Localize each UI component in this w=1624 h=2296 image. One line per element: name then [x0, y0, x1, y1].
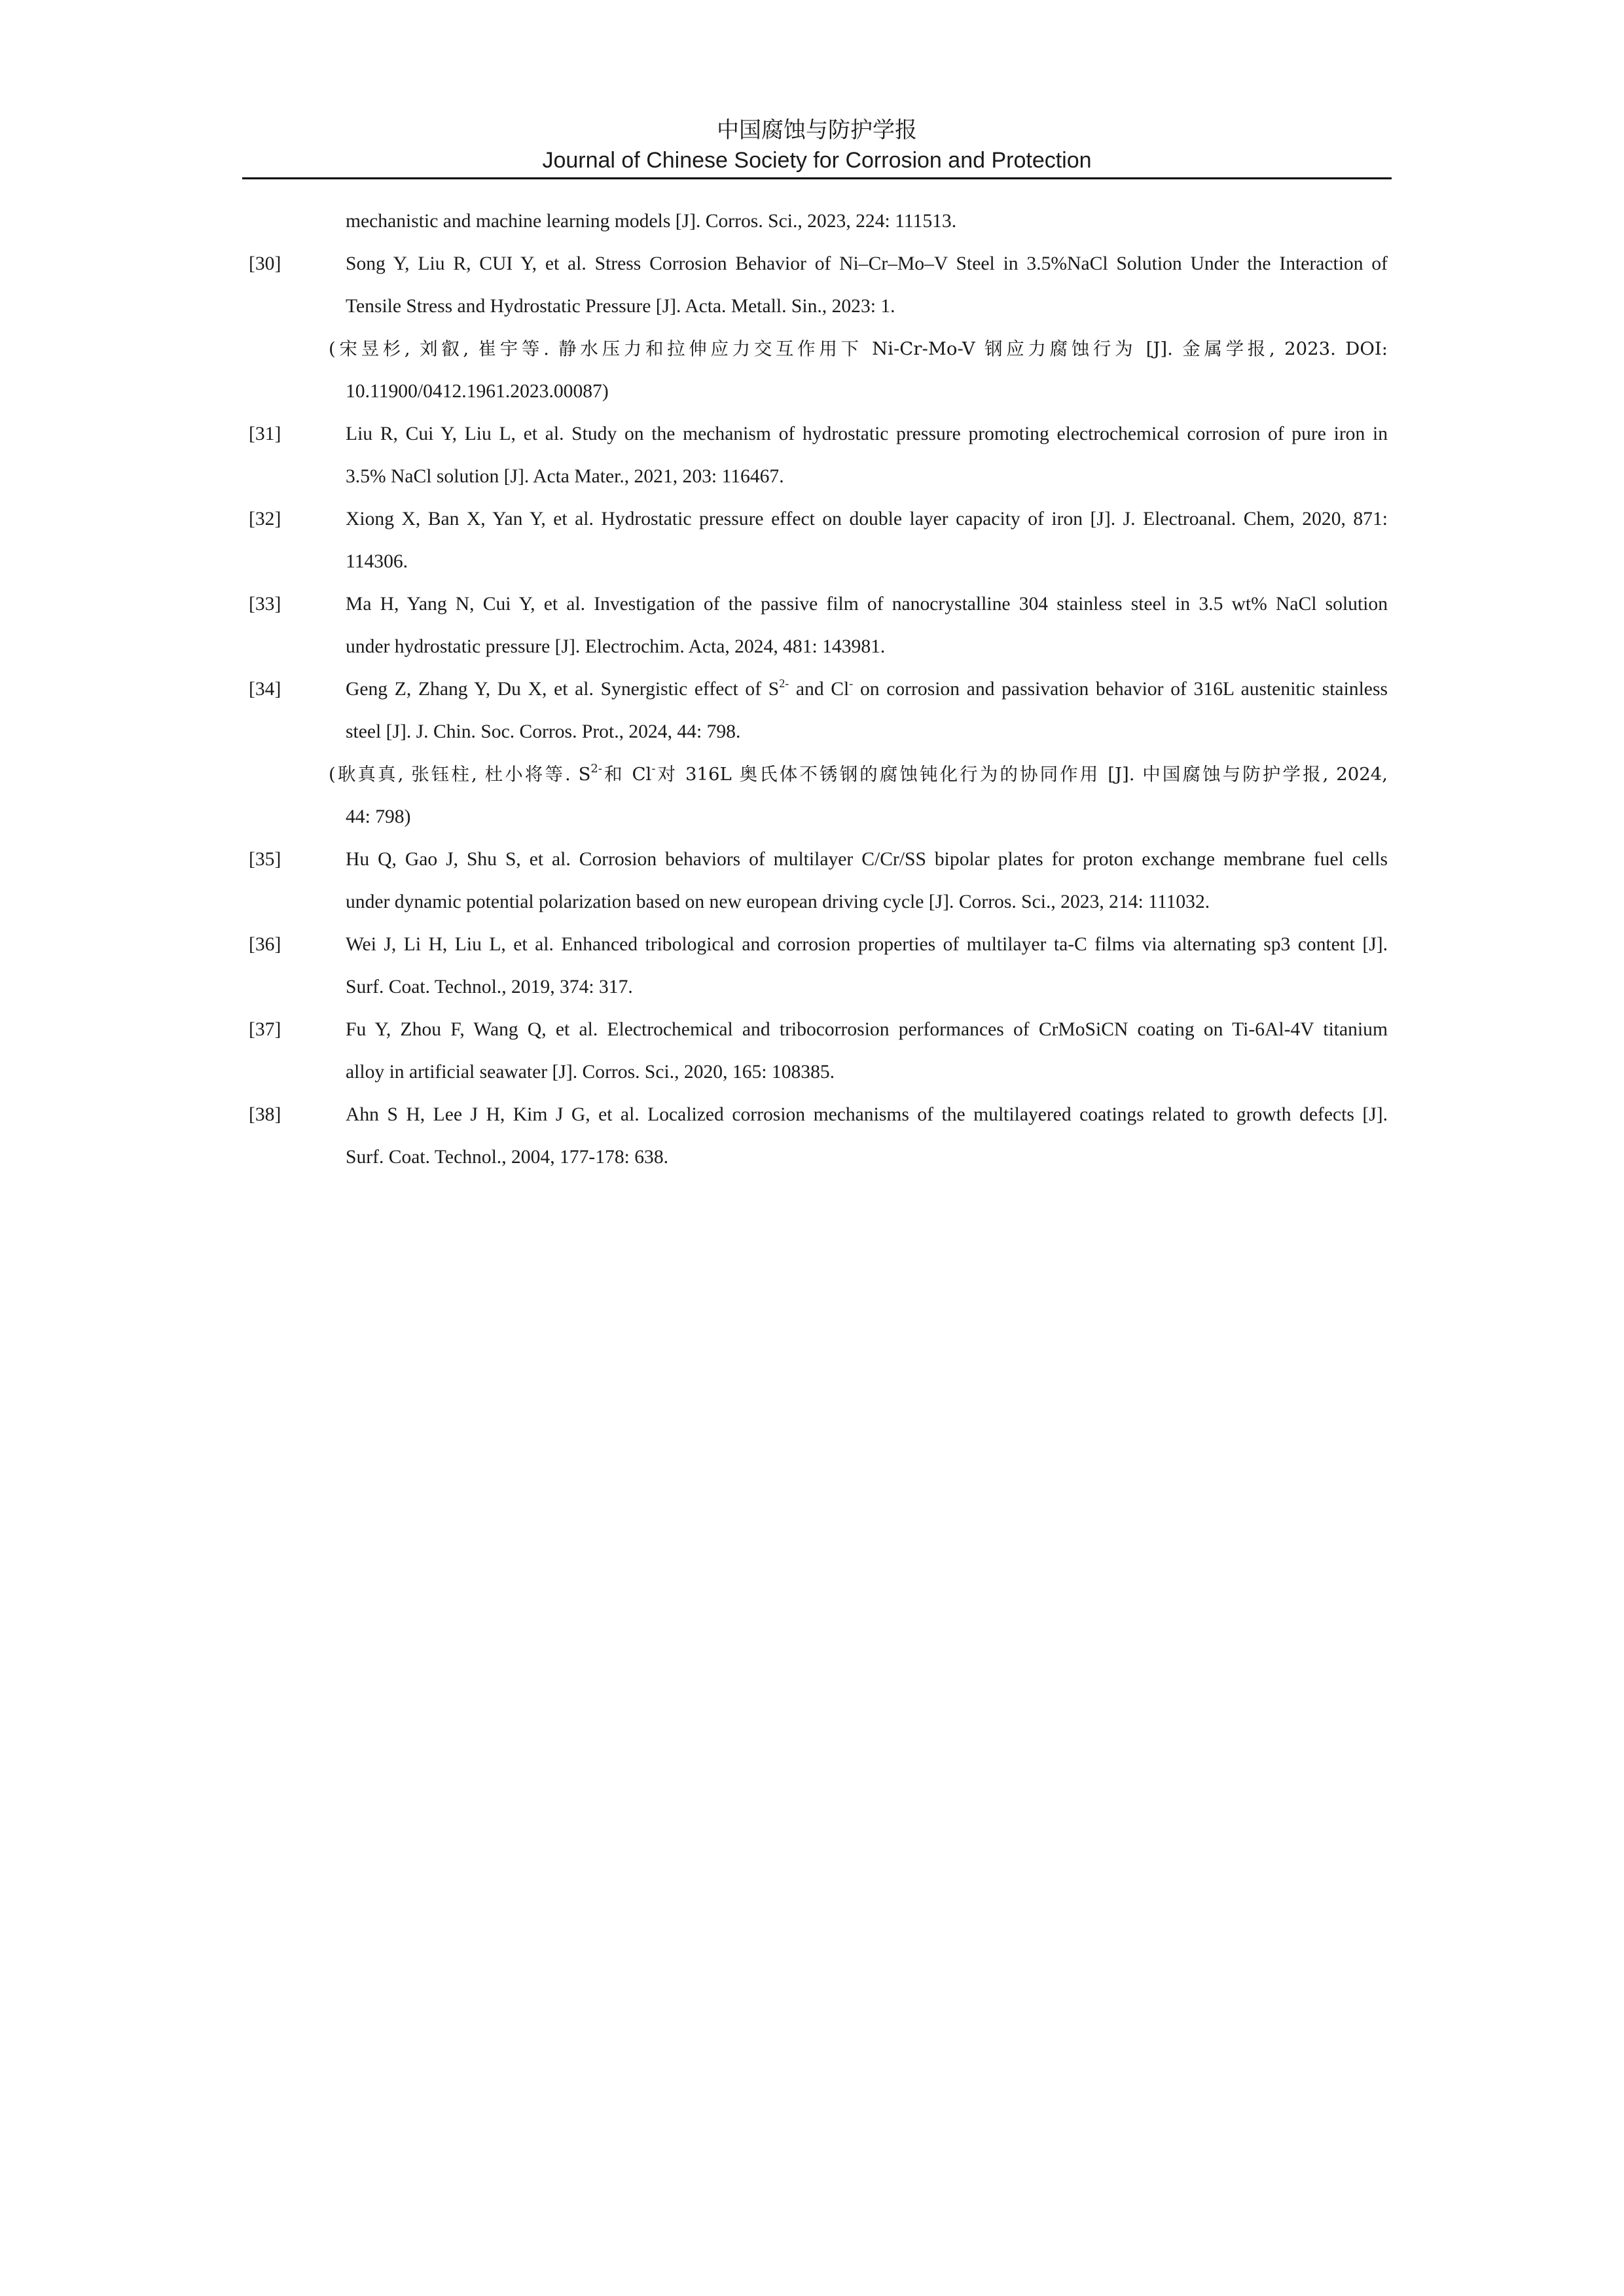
reference-number: [30]: [249, 253, 281, 274]
reference-text: Geng Z, Zhang Y, Du X, et al. Synergistic effect of $S^{2-}$ and Cl- on corrosion and passivation behavior of 316L austenitic stainless: [346, 677, 1388, 700]
reference-text: steel [J]. J. Chin. Soc. Corros. Prot., 2024, 44: 798.: [346, 721, 741, 742]
reference-text: under dynamic potential polarization based on new european driving cycle [J]. Corros. Sci., 2023, 214: 111032.: [346, 891, 1210, 912]
reference-number: [35]: [249, 849, 281, 870]
journal-header: [242, 115, 1392, 175]
reference-text: Tensile Stress and Hydrostatic Pressure [J]. Acta. Metall. Sin., 2023: 1.: [346, 296, 895, 317]
reference-line: [244, 1094, 1396, 1136]
reference-text: Hu Q, Gao J, Shu S, et al. Corrosion behaviors of multilayer C/Cr/SS bipolar plates for proton exchange membrane fuel cells: [346, 849, 1388, 870]
reference-text: Xiong X, Ban X, Yan Y, et al. Hydrostatic pressure effect on double layer capacity of iron [J]. J. Electroanal. Chem, 2020, 871:: [346, 509, 1388, 529]
reference-number: [37]: [249, 1019, 281, 1040]
reference-line: [244, 370, 1396, 413]
reference-number: [33]: [249, 594, 281, 615]
reference-text: 10.11900/0412.1961.2023.00087): [346, 381, 609, 402]
reference-text: Ma H, Yang N, Cui Y, et al. Investigation of the passive film of nanocrystalline 304 stainless steel in 3.5 wt% NaCl solution: [346, 594, 1388, 615]
reference-line: [244, 711, 1396, 753]
reference-text: Surf. Coat. Technol., 2004, 177-178: 638.: [346, 1147, 669, 1168]
reference-line: [244, 838, 1396, 881]
reference-text: Ahn S H, Lee J H, Kim J G, et al. Localized corrosion mechanisms of the multilayered coatings related to growth defects [J].: [346, 1104, 1388, 1125]
reference-line-cn: [244, 328, 1396, 370]
reference-number: [34]: [249, 679, 281, 700]
reference-text: Surf. Coat. Technol., 2019, 374: 317.: [346, 977, 633, 997]
reference-line: [244, 583, 1396, 626]
reference-line: [244, 626, 1396, 668]
header-rule: [242, 177, 1392, 179]
reference-line: [244, 1009, 1396, 1051]
reference-line: [244, 541, 1396, 583]
reference-text: Fu Y, Zhou F, Wang Q, et al. Electrochemical and tribocorrosion performances of CrMoSiCN coating on Ti-6Al-4V titanium: [346, 1019, 1388, 1040]
reference-line: [244, 668, 1396, 711]
reference-line: [244, 200, 1396, 243]
reference-text: Song Y, Liu R, CUI Y, et al. Stress Corrosion Behavior of Ni–Cr–Mo–V Steel in 3.5%NaCl Solution Under the Interaction of: [346, 253, 1388, 274]
reference-line: [244, 796, 1396, 838]
reference-line: [244, 881, 1396, 924]
reference-line: [244, 924, 1396, 966]
reference-text: Liu R, Cui Y, Liu L, et al. Study on the mechanism of hydrostatic pressure promoting electrochemical corrosion of pure iron in: [346, 423, 1388, 444]
reference-number: [31]: [249, 423, 281, 444]
reference-text: 44: 798): [346, 806, 411, 827]
reference-number: [38]: [249, 1104, 281, 1125]
reference-text: alloy in artificial seawater [J]. Corros. Sci., 2020, 165: 108385.: [346, 1062, 835, 1083]
reference-line: [244, 498, 1396, 541]
reference-line: [244, 243, 1396, 285]
reference-line: [244, 285, 1396, 328]
journal-title-cn: 中国腐蚀与防护学报: [717, 117, 917, 143]
reference-number: [32]: [249, 509, 281, 529]
reference-list: [244, 200, 1396, 1179]
reference-line: [244, 413, 1396, 456]
reference-text: mechanistic and machine learning models [J]. Corros. Sci., 2023, 224: 111513.: [346, 211, 957, 232]
reference-text: Wei J, Li H, Liu L, et al. Enhanced tribological and corrosion properties of multilayer ta-C films via alternating sp3 content [J].: [346, 934, 1388, 955]
reference-number: [36]: [249, 934, 281, 955]
reference-line: [244, 1051, 1396, 1094]
reference-line: [244, 456, 1396, 498]
reference-text: 3.5% NaCl solution [J]. Acta Mater., 2021, 203: 116467.: [346, 466, 784, 487]
reference-text-cn: (耿真真, 张钰柱, 杜小将等. $S^{2-}$和 Cl-对 316L 奥氏体不锈钢的腐蚀钝化行为的协同作用 [J]. 中国腐蚀与防护学报, 2024,: [329, 762, 1388, 785]
reference-text: 114306.: [346, 551, 408, 572]
reference-line-cn: [244, 753, 1396, 796]
reference-text: under hydrostatic pressure [J]. Electrochim. Acta, 2024, 481: 143981.: [346, 636, 886, 657]
journal-title-en: Journal of Chinese Society for Corrosion and Protection: [542, 148, 1092, 173]
reference-text-cn: (宋昱杉, 刘叡, 崔宇等. 静水压力和拉伸应力交互作用下 Ni-Cr-Mo-V 钢应力腐蚀行为 [J]. 金属学报, 2023. DOI:: [329, 338, 1388, 359]
reference-line: [244, 1136, 1396, 1179]
reference-line: [244, 966, 1396, 1009]
